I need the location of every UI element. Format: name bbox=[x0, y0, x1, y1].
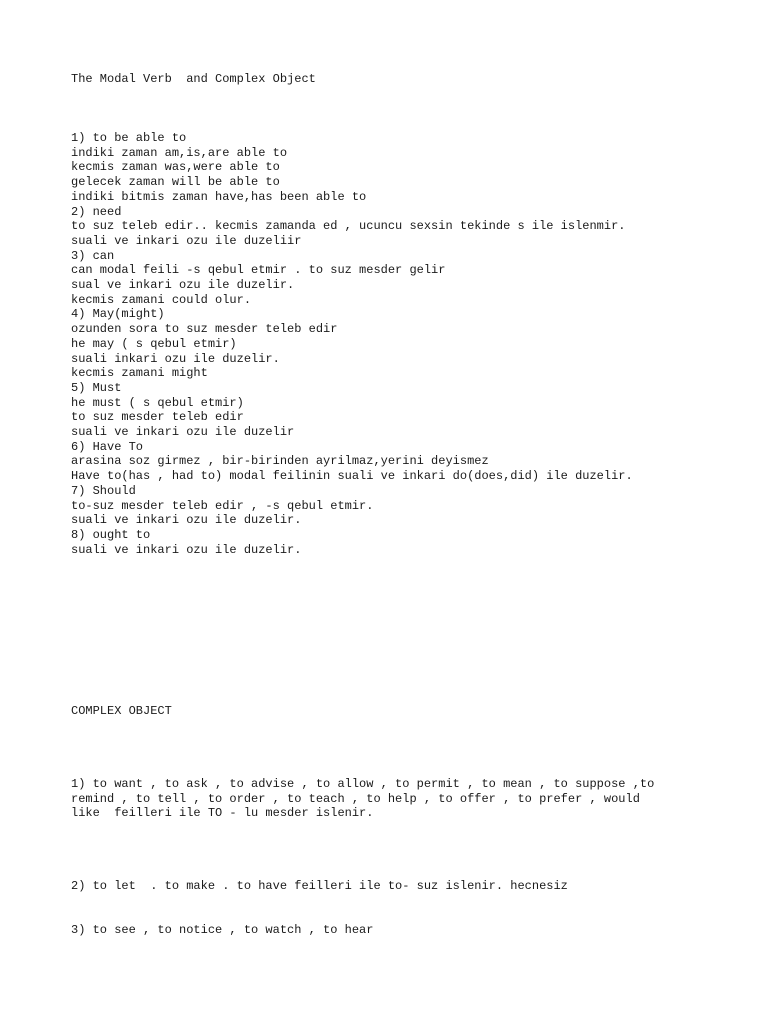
text-line: to suz teleb edir.. kecmis zamanda ed , ucuncu sexsin tekinde s ile islenmir. bbox=[71, 219, 626, 234]
text-line: sual ve inkari ozu ile duzelir. bbox=[71, 278, 295, 293]
text-line: he may ( s qebul etmir) bbox=[71, 336, 237, 351]
text-line: indiki bitmis zaman have,has been able to bbox=[71, 189, 367, 204]
text-line: to suz mesder teleb edir bbox=[71, 410, 244, 425]
text-line: to-suz mesder teleb edir , -s qebul etmir. bbox=[71, 498, 374, 513]
text-line: kecmis zamani could olur. bbox=[71, 292, 252, 307]
text-line: 1) to want , to ask , to advise , to allow , to permit , to mean , to suppose ,to bbox=[71, 777, 655, 791]
document-title: The Modal Verb and Complex Object bbox=[71, 72, 316, 86]
text-line: suali inkari ozu ile duzelir. bbox=[71, 351, 280, 366]
text-line: kecmis zamani might bbox=[71, 366, 208, 381]
text-line: suali ve inkari ozu ile duzelir bbox=[71, 425, 295, 440]
text-line: can modal feili -s qebul etmir . to suz mesder gelir bbox=[71, 263, 446, 278]
complex-object-item-1 bbox=[71, 777, 654, 821]
text-line: 6) Have To bbox=[71, 439, 144, 454]
text-line: he must ( s qebul etmir) bbox=[71, 395, 244, 410]
complex-object-item-2: 2) to let . to make . to have feilleri ile to- suz islenir. hecnesiz bbox=[71, 879, 568, 893]
text-line: 2) need bbox=[71, 204, 122, 219]
modal-verbs-section bbox=[71, 131, 633, 557]
text-line: kecmis zaman was,were able to bbox=[71, 160, 280, 175]
text-line: remind , to tell , to order , to teach , to help , to offer , to prefer , would bbox=[71, 791, 640, 806]
text-line: 3) can bbox=[71, 248, 115, 263]
text-line: ozunden sora to suz mesder teleb edir bbox=[71, 322, 338, 337]
complex-object-heading: COMPLEX OBJECT bbox=[71, 704, 172, 718]
text-line: 8) ought to bbox=[71, 527, 151, 542]
text-line: like feilleri ile TO - lu mesder islenir. bbox=[71, 806, 374, 821]
text-line: gelecek zaman will be able to bbox=[71, 175, 280, 190]
text-line: suali ve inkari ozu ile duzelir. bbox=[71, 513, 302, 528]
text-line: 7) Should bbox=[71, 483, 136, 498]
text-line: suali ve inkari ozu ile duzelir. bbox=[71, 542, 302, 557]
text-line: Have to(has , had to) modal feilinin suali ve inkari do(does,did) ile duzelir. bbox=[71, 469, 633, 484]
text-line: 4) May(might) bbox=[71, 307, 165, 322]
complex-object-item-3: 3) to see , to notice , to watch , to hear bbox=[71, 923, 374, 937]
text-line: 1) to be able to bbox=[71, 131, 187, 145]
text-line: 5) Must bbox=[71, 380, 122, 395]
text-line: suali ve inkari ozu ile duzeliir bbox=[71, 233, 302, 248]
text-line: indiki zaman am,is,are able to bbox=[71, 145, 288, 160]
text-line: arasina soz girmez , bir-birinden ayrilmaz,yerini deyismez bbox=[71, 454, 489, 469]
